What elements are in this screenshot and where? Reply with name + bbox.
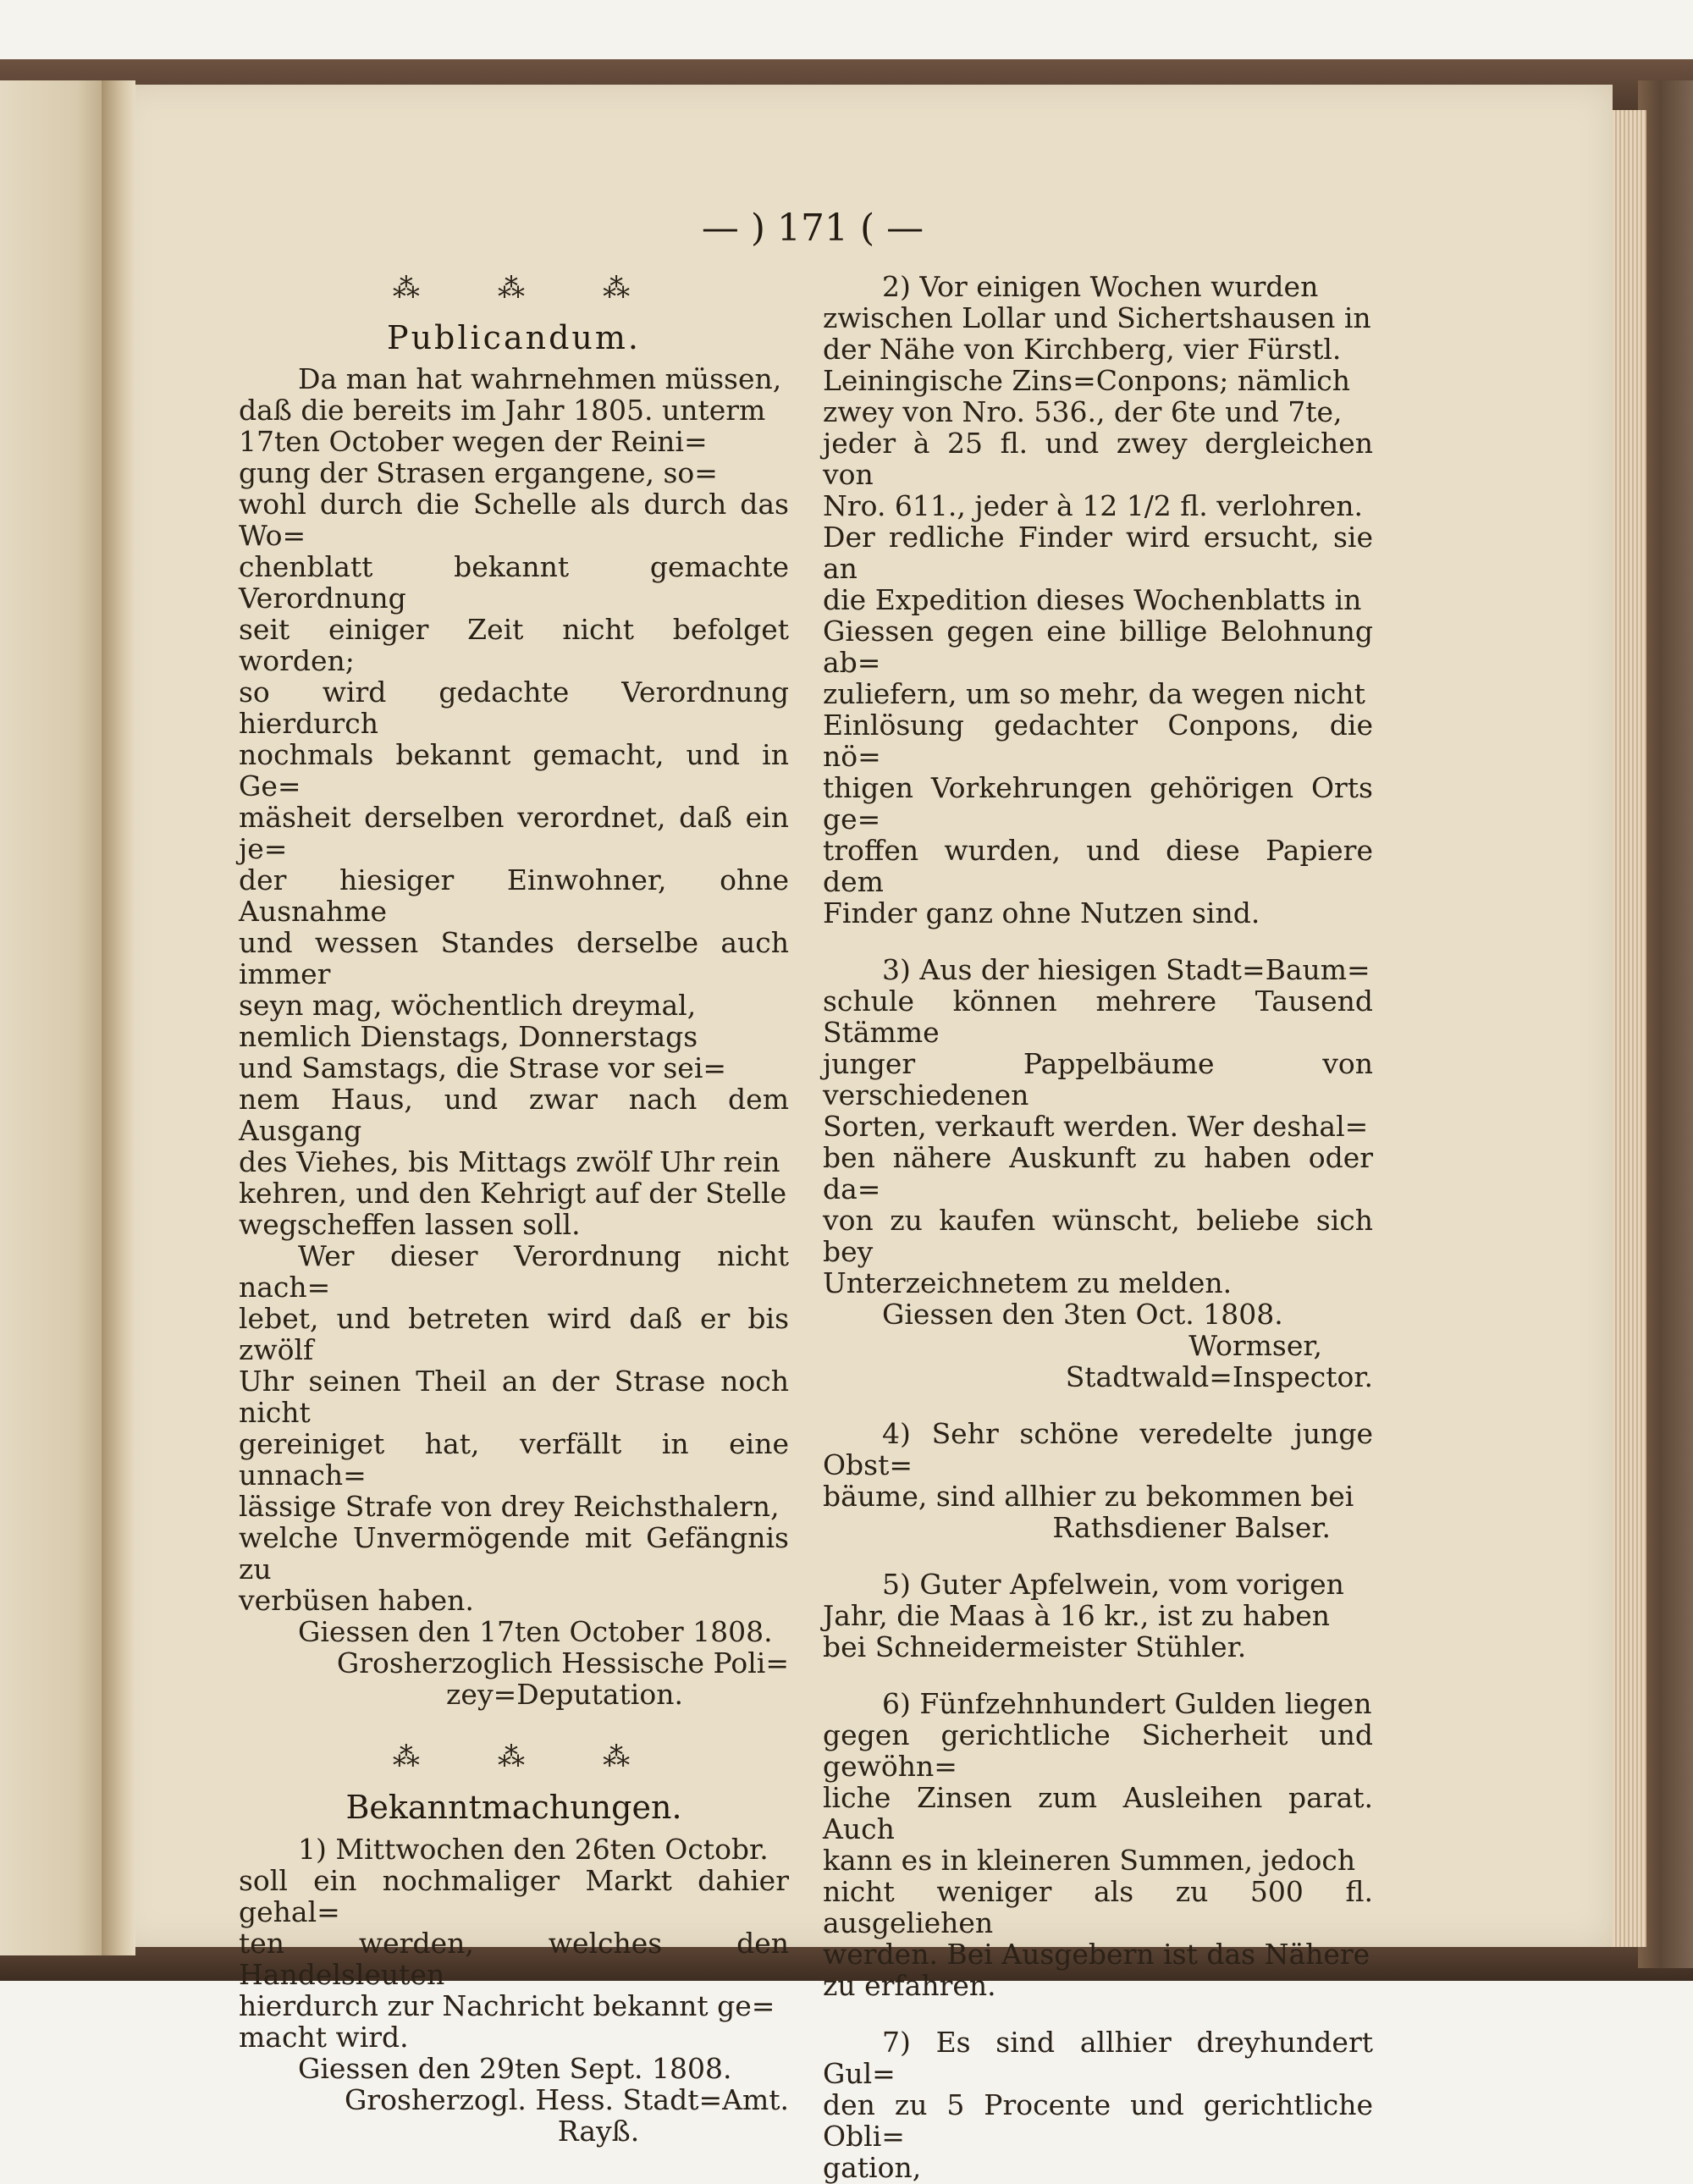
text-line: nochmals bekannt gemacht, und in Ge= — [239, 738, 789, 802]
text-line: von zu kaufen wünscht, beliebe sich bey — [823, 1204, 1373, 1268]
text-line: den zu 5 Procente und gerichtliche Obli= — [823, 2088, 1373, 2153]
text-line: nemlich Dienstags, Donnerstags — [239, 1020, 698, 1053]
text-line: kehren, und den Kehrigt auf der Stelle — [239, 1177, 787, 1210]
right-column — [823, 271, 1373, 2183]
page-edges — [1608, 110, 1646, 1947]
text-line: gereiniget hat, verfällt in eine unnach= — [239, 1427, 789, 1492]
text-line: 5) Guter Apfelwein, vom vorigen — [882, 1568, 1344, 1601]
text-line: bäume, sind allhier zu bekommen bei — [823, 1480, 1354, 1513]
issuing-authority: zey=Deputation. — [446, 1678, 683, 1711]
text-line: Nro. 611., jeder à 12 1/2 fl. verlohren. — [823, 489, 1363, 522]
text-line: der Nähe von Kirchberg, vier Fürstl. — [823, 333, 1342, 366]
text-line: Uhr seinen Theil an der Strase noch nicht — [239, 1365, 789, 1429]
text-line: Der redliche Finder wird ersucht, sie an — [823, 521, 1373, 585]
bekanntmachungen-heading: Bekanntmachungen. — [345, 1789, 682, 1826]
spacer — [823, 1543, 1373, 1569]
text-line: 3) Aus der hiesigen Stadt=Baum= — [882, 953, 1370, 986]
text-line: zu erfahren. — [823, 1969, 996, 2002]
publicandum-paragraph-2 — [239, 1240, 789, 1616]
text-line: 7) Es sind allhier dreyhundert Gul= — [823, 2026, 1373, 2090]
text-line: Finder ganz ohne Nutzen sind. — [823, 896, 1260, 929]
place-date: Giessen den 17ten October 1808. — [298, 1615, 773, 1648]
book-gutter — [102, 80, 135, 1955]
text-line: liche Zinsen zum Ausleihen parat. Auch — [823, 1781, 1373, 1845]
text-line: Jahr, die Maas à 16 kr., ist zu haben — [823, 1599, 1331, 1632]
publicandum-paragraph-1 — [239, 363, 789, 1240]
left-column — [239, 267, 789, 2147]
text-line: gegen gerichtliche Sicherheit und gewöhn= — [823, 1718, 1373, 1783]
text-line: schule können mehrere Tausend Stämme — [823, 984, 1373, 1049]
text-line: jeder à 25 fl. und zwey dergleichen von — [823, 427, 1373, 491]
notice-7 — [823, 2027, 1373, 2183]
text-line: so wird gedachte Verordnung hierdurch — [239, 676, 789, 740]
text-line: Unterzeichnetem zu melden. — [823, 1266, 1233, 1299]
text-line: hierdurch zur Nachricht bekannt ge= — [239, 1989, 775, 2022]
text-line: wegscheffen lassen soll. — [239, 1208, 581, 1241]
text-line: ten werden, welches den Handelsleuten — [239, 1927, 789, 1991]
text-line: Einlösung gedachter Conpons, die nö= — [823, 709, 1373, 773]
text-line: gung der Strasen ergangene, so= — [239, 456, 718, 489]
page-number: — ) 171 ( — — [701, 207, 924, 250]
text-line: chenblatt bekannt gemachte Verordnung — [239, 550, 789, 615]
text-line: Da man hat wahrnehmen müssen, — [298, 362, 782, 395]
spacer — [823, 1663, 1373, 1688]
notice-6 — [823, 1688, 1373, 2001]
notice-4 — [823, 1418, 1373, 1512]
publicandum-heading: Publicandum. — [387, 319, 641, 356]
text-line: die Expedition dieses Wochenblatts in — [823, 583, 1362, 616]
text-line: wohl durch die Schelle als durch das Wo= — [239, 488, 789, 552]
text-line: mäsheit derselben verordnet, daß ein je= — [239, 801, 789, 865]
text-line: troffen wurden, und diese Papiere dem — [823, 834, 1373, 898]
text-line: welche Unvermögende mit Gefängnis zu — [239, 1521, 789, 1586]
text-line: Leiningische Zins=Conpons; nämlich — [823, 364, 1350, 397]
spacer — [823, 1393, 1373, 1418]
text-line: 2) Vor einigen Wochen wurden — [882, 270, 1319, 303]
text-line: zuliefern, um so mehr, da wegen nicht — [823, 677, 1365, 710]
issuing-authority: Grosherzoglich Hessische Poli= — [336, 1646, 789, 1679]
text-line: thigen Vorkehrungen gehörigen Orts ge= — [823, 771, 1373, 836]
text-line: soll ein nochmaliger Markt dahier gehal= — [239, 1864, 789, 1928]
text-line: werden. Bei Ausgebern ist das Nähere — [823, 1938, 1370, 1971]
place-date: Giessen den 3ten Oct. 1808. — [882, 1298, 1283, 1331]
text-line: 17ten October wegen der Reini= — [239, 425, 708, 458]
text-line: 4) Sehr schöne veredelte junge Obst= — [823, 1417, 1373, 1481]
text-line: ben nähere Auskunft zu haben oder da= — [823, 1141, 1373, 1205]
text-line: und Samstags, die Strase vor sei= — [239, 1051, 727, 1084]
catchword: gation, — [823, 2151, 922, 2184]
text-line: Wer dieser Verordnung nicht nach= — [239, 1239, 789, 1304]
text-line: Giessen gegen eine billige Belohnung ab= — [823, 615, 1373, 679]
signature: Rathsdiener Balser. — [1052, 1511, 1331, 1544]
signature: Wormser, — [1188, 1329, 1322, 1362]
text-line: Sorten, verkauft werden. Wer deshal= — [823, 1110, 1369, 1143]
text-line: daß die bereits im Jahr 1805. unterm — [239, 394, 766, 427]
text-line: lässige Strafe von drey Reichsthalern, — [239, 1490, 780, 1523]
text-line: junger Pappelbäume von verschiedenen — [823, 1047, 1373, 1111]
text-line: kann es in kleineren Summen, jedoch — [823, 1844, 1356, 1877]
text-line: zwischen Lollar und Sichertshausen in — [823, 301, 1371, 334]
spacer — [823, 929, 1373, 954]
text-line: des Viehes, bis Mittags zwölf Uhr rein — [239, 1145, 780, 1178]
place-date: Giessen den 29ten Sept. 1808. — [298, 2052, 732, 2085]
spacer — [239, 1710, 789, 1735]
text-line: 1) Mittwochen den 26ten Octobr. — [298, 1833, 769, 1866]
notice-3 — [823, 954, 1373, 1299]
text-line: zwey von Nro. 536., der 6te und 7te, — [823, 395, 1343, 428]
text-line: seit einiger Zeit nicht befolget worden; — [239, 613, 789, 677]
ornament-asterisms: ⁂ ⁂ ⁂ — [392, 272, 636, 304]
text-line: macht wird. — [239, 2021, 409, 2054]
notice-1 — [239, 1834, 789, 2053]
text-line: bei Schneidermeister Stühler. — [823, 1630, 1247, 1663]
text-line: nem Haus, und zwar nach dem Ausgang — [239, 1083, 789, 1147]
notice-2 — [823, 271, 1373, 929]
text-line: nicht weniger als zu 500 fl. ausgeliehen — [823, 1875, 1373, 1939]
notice-5 — [823, 1569, 1373, 1663]
text-line: und wessen Standes derselbe auch immer — [239, 926, 789, 990]
text-line: 6) Fünfzehnhundert Gulden liegen — [882, 1687, 1372, 1720]
text-line: der hiesiger Einwohner, ohne Ausnahme — [239, 863, 789, 928]
facing-left-page — [0, 80, 110, 1955]
signature: Rayß. — [557, 2115, 640, 2148]
spacer — [823, 2001, 1373, 2027]
signatory-title: Stadtwald=Inspector. — [1065, 1360, 1373, 1393]
issuing-authority: Grosherzogl. Hess. Stadt=Amt. — [344, 2083, 789, 2116]
text-line: lebet, und betreten wird daß er bis zwölf — [239, 1302, 789, 1366]
text-line: seyn mag, wöchentlich dreymal, — [239, 989, 697, 1022]
text-line: verbüsen haben. — [239, 1584, 474, 1617]
ornament-asterisms: ⁂ ⁂ ⁂ — [392, 1740, 636, 1773]
